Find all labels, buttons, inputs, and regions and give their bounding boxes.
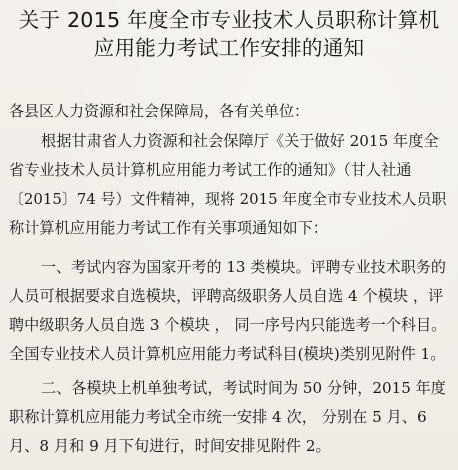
body-line-6: 人员可根据要求自选模块，评聘高级职务人员自选 4 个模块 ，评 xyxy=(9,287,444,305)
body-line-9: 二、各模块上机单独考试，考试时间为 50 分钟，2015 年度 xyxy=(41,379,446,397)
body-line-3: 〔2015〕74 号）文件精神，现将 2015 年度全市专业技术人员职 xyxy=(9,190,447,208)
body-line-10: 职称计算机应用能力考试全市统一安排 4 次， 分别在 5 月、6 xyxy=(9,408,427,426)
body-line-8: 全国专业技术人员计算机应用能力考试科目(模块)类别见附件 1。 xyxy=(9,345,446,363)
body-line-5: 一、考试内容为国家开考的 13 类模块。评聘专业技术职务的 xyxy=(41,258,446,276)
body-line-1: 根据甘肃省人力资源和社会保障厅《关于做好 2015 年度全 xyxy=(41,132,439,150)
salutation: 各县区人力资源和社会保障局，各有关单位： xyxy=(9,102,310,120)
document-title-line-2: 应用能力考试工作安排的通知 xyxy=(93,36,365,60)
body-line-11: 月、8 月和 9 月下旬进行，时间安排见附件 2。 xyxy=(9,437,331,455)
body-line-7: 聘中级职务人员自选 3 个模块 ， 同一序号内只能选考一个科目。 xyxy=(9,316,447,334)
body-line-2: 省专业技术人员计算机应用能力考试工作的通知》（甘人社通 xyxy=(9,161,412,179)
document-title-line-1: 关于 2015 年度全市专业技术人员职称计算机 xyxy=(18,8,440,32)
body-line-4: 称计算机应用能力考试工作有关事项通知如下： xyxy=(9,219,328,237)
